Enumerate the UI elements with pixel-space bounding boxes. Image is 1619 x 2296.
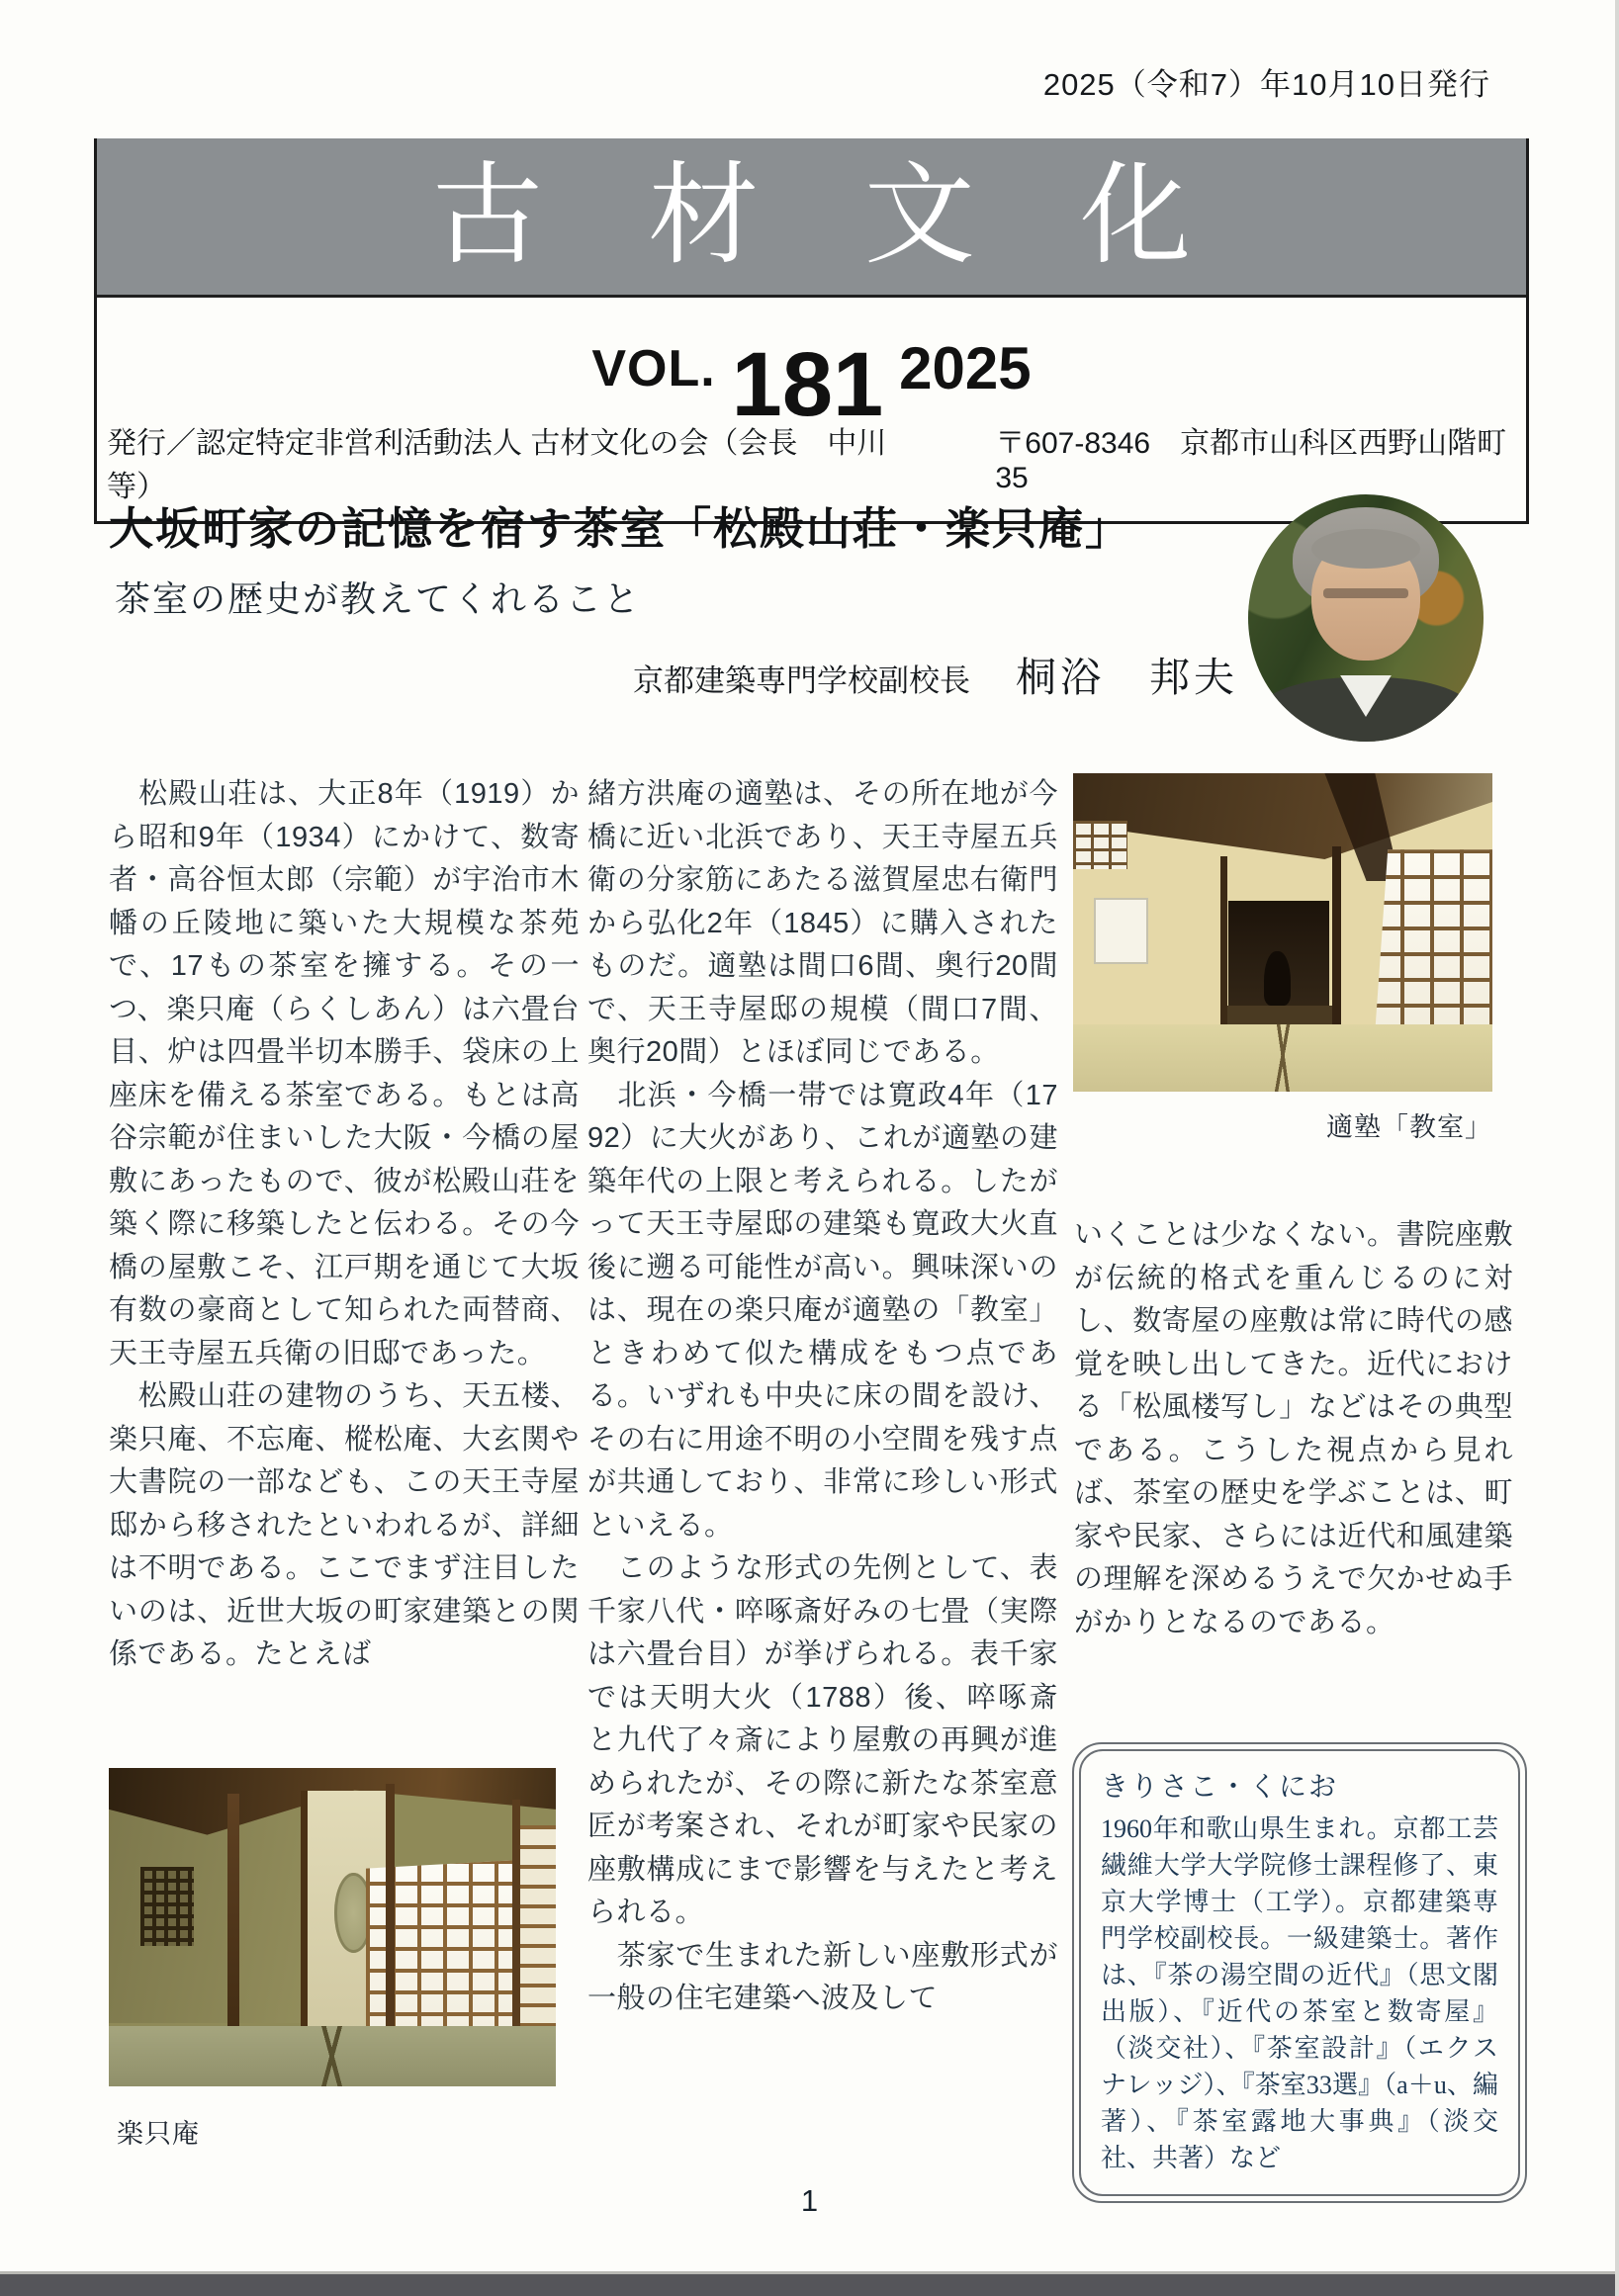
newsletter-title: 古材文化 (431, 155, 1297, 278)
photo-tekijuku-classroom (1073, 773, 1492, 1092)
photo-tatami-floor (109, 2026, 556, 2086)
paragraph: 松殿山荘は、大正8年（1919）から昭和9年（1934）にかけて、数寄者・高谷恒太郎（宗範）が宇治市木幡の丘陵地に築いた大規模な茶苑で、17もの茶室を擁する。その一つ、楽只庵（らくしあん）は六畳台目、炉は四畳半切本勝手、袋床の上座床を備える茶室である。もとは高谷宗範が住まいした大阪・今橋の屋敷にあったもので、彼が松殿山荘を築く際に移築したと伝わる。その今橋の屋敷こそ、江戸期を通じて大坂有数の豪商として知られた両替商、天王寺屋五兵衛の旧邸であった。 (109, 778, 580, 1369)
publisher-name: 発行／認定特定非営利活動法人 古材文化の会（会長 中川 等） (107, 427, 917, 503)
page-number: 1 (800, 2183, 819, 2218)
text-column-3 (1074, 1214, 1513, 1644)
portrait-glasses (1323, 588, 1408, 598)
vol-year: 2025 (899, 335, 1032, 401)
author-portrait-photo (1248, 494, 1484, 742)
author-name: 桐浴 邦夫 (1016, 655, 1238, 700)
photo-caption-tekijuku: 適塾「教室」 (1326, 1112, 1492, 1142)
photo-vase (1264, 951, 1292, 1006)
article-title: 大坂町家の記憶を宿す茶室「松殿山荘・楽只庵」 (109, 504, 1132, 554)
photo-window (1073, 821, 1127, 868)
author-bio-box (1072, 1742, 1527, 2203)
scan-artifact-right-edge (1615, 0, 1619, 2296)
photo-lattice-window (140, 1867, 194, 1947)
bio-name: きりさこ・くにお (1101, 1771, 1339, 1802)
author-line (633, 645, 1238, 703)
paragraph: このような形式の先例として、表千家八代・啐啄斎好みの七畳（実際は六畳台目）が挙げられる。表千家では天明大火（1788）後、啐啄斎と九代了々斎により屋敷の再興が進められたが、その際に新たな茶室意匠が考案され、それが町家や民家の座敷構成にまで影響を与えたと考えられる。 (587, 1552, 1058, 1928)
masthead-title-band (97, 138, 1526, 298)
paragraph: 茶家で生まれた新しい座敷形式が一般の住宅建築へ波及して (587, 1939, 1058, 2014)
vol-number: 181 (731, 333, 884, 435)
photo-caption-rakushian: 楽只庵 (117, 2119, 200, 2149)
photo-tatami-floor (1073, 1024, 1492, 1092)
paragraph: 緒方洪庵の適塾は、その所在地が今橋に近い北浜であり、天王寺屋五兵衛の分家筋にあたる滋賀屋忠右衛門から弘化2年（1845）に購入されたものだ。適塾は間口6間、奥行20間で、天王寺屋邸の規模（間口7間、奥行20間）とほぼ同じである。 (587, 778, 1058, 1068)
volume-line (97, 298, 1526, 435)
vol-label: VOL. (591, 340, 716, 397)
photo-wood-post (1220, 856, 1227, 1034)
publication-date: 2025（令和7）年10月10日発行 (1042, 67, 1490, 102)
author-job-title: 京都建築専門学校副校長 (633, 663, 970, 698)
article-subtitle: 茶室の歴史が教えてくれること (115, 578, 642, 619)
paragraph: いくことは少なくない。書院座敷が伝統的格式を重んじるのに対し、数寄屋の座敷は常に時代の感覚を映し出してきた。近代における「松風楼写し」などはその典型である。こうした視点から見れば、茶室の歴史を学ぶことは、町家や民家、さらには近代和風建築の理解を深めるうえで欠かせぬ手がかりとなるのである。 (1074, 1219, 1513, 1638)
scan-artifact-bottom-bar (0, 2274, 1619, 2296)
photo-wood-post (386, 1784, 395, 2064)
text-column-2 (587, 773, 1058, 2021)
photo-hanging-scroll (1094, 898, 1148, 965)
masthead (94, 138, 1529, 524)
paragraph: 松殿山荘の建物のうち、天五楼、楽只庵、不忘庵、樅松庵、大玄関や大書院の一部なども、この天王寺屋邸から移されたといわれるが、詳細は不明である。ここでまず注目したいのは、近世大坂の町家建築との関係である。たとえば (109, 1380, 580, 1670)
portrait-fringe (1311, 529, 1419, 569)
photo-wood-post (1332, 846, 1340, 1044)
paragraph: 北浜・今橋一帯では寛政4年（1792）に大火があり、これが適塾の建築年代の上限と考えられる。したがって天王寺屋邸の建築も寛政大火直後に遡る可能性が高い。興味深いのは、現在の楽只庵が適塾の「教室」ときわめて似た構成をもつ点である。いずれも中央に床の間を設け、その右に用途不明の小空間を残す点が共通しており、非常に珍しい形式といえる。 (587, 1079, 1058, 1542)
author-bio-inner (1079, 1749, 1520, 2196)
photo-wood-post (227, 1794, 239, 2061)
bio-text: 1960年和歌山県生まれ。京都工芸繊維大学大学院修士課程修了、東京大学博士（工学）。京都建築専門学校副校長。一級建築士。著作は、『茶の湯空間の近代』（思文閣出版）、『近代の茶室と数寄屋』（淡交社）、『茶室設計』（エクスナレッジ）、『茶室33選』（a＋u、編著）、『茶室露地大事典』（淡交社、共著）など (1101, 1814, 1498, 2172)
photo-wood-post (301, 1791, 307, 2065)
photo-rakushian-tearoom (109, 1768, 556, 2086)
publisher-address: 〒607-8346 京都市山科区西野山階町 35 (995, 427, 1507, 494)
text-column-1 (109, 773, 580, 1677)
